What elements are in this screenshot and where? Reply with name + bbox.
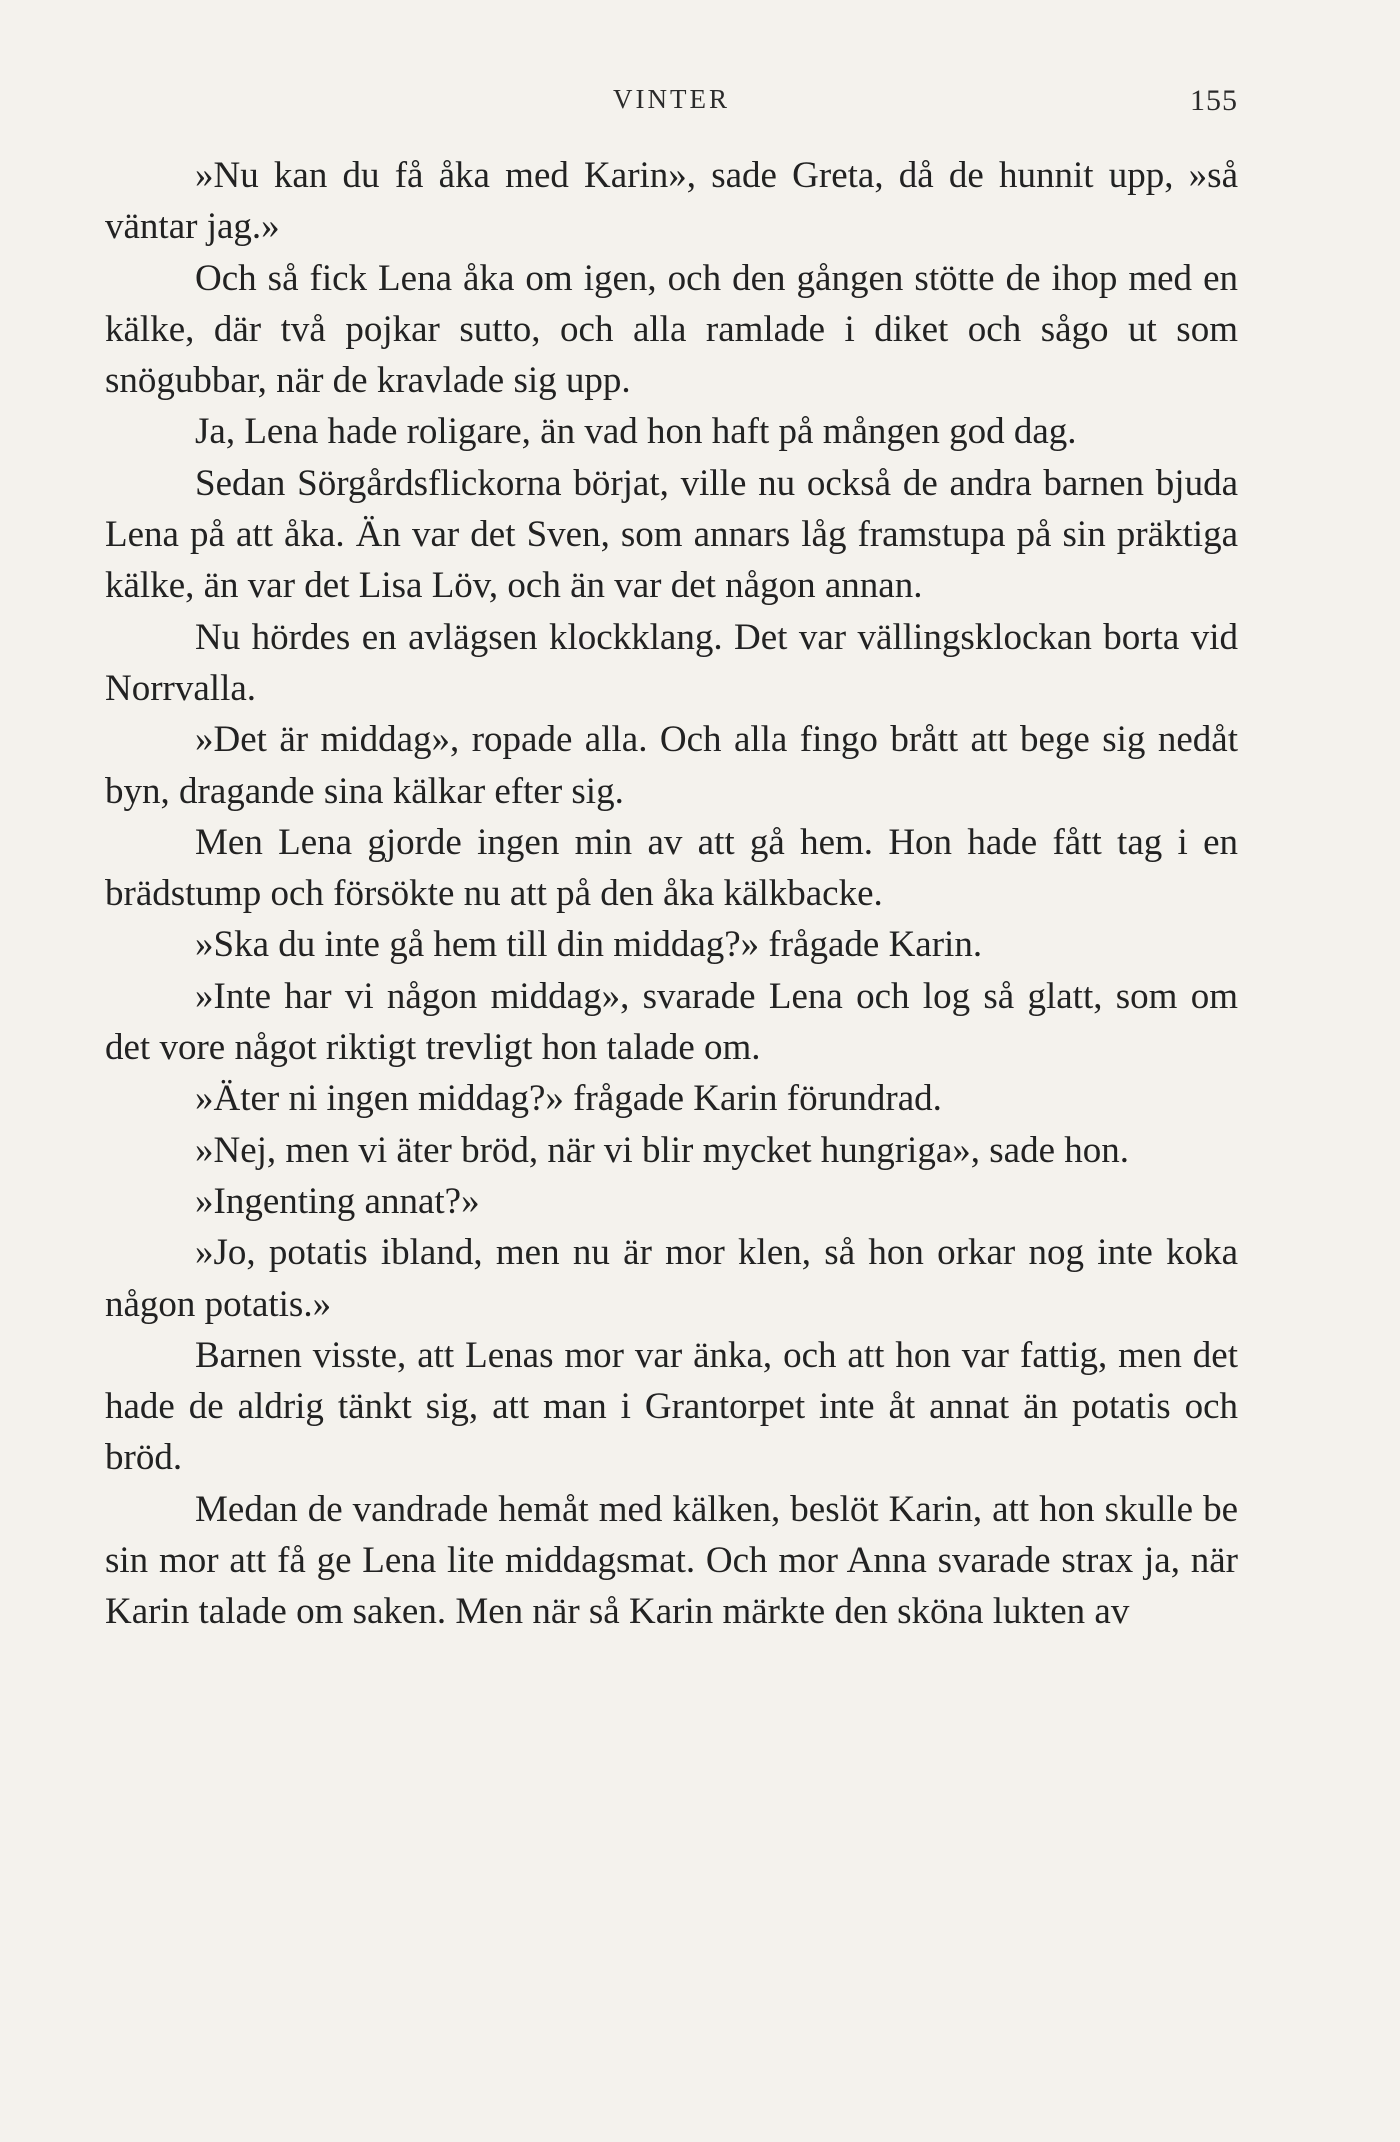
paragraph: »Äter ni ingen middag?» frågade Karin förundrad. — [195, 1078, 942, 1120]
page-number: 155 — [1190, 84, 1238, 117]
paragraph: Ja, Lena hade roligare, än vad hon haft på mången god dag. — [195, 411, 1077, 453]
paragraph: »Ingenting annat?» — [195, 1180, 480, 1222]
paragraph: Sedan Sörgårdsflickorna börjat, ville nu också de andra barnen bjuda Lena på att åka. Än var det Sven, som annars låg framstupa på sin präktiga kälke, än var det Lisa Löv, och än var det någon annan. — [105, 462, 1238, 607]
paragraph: »Nej, men vi äter bröd, när vi blir mycket hungriga», sade hon. — [195, 1129, 1129, 1171]
paragraph: »Nu kan du få åka med Karin», sade Greta, då de hunnit upp, »så väntar jag.» — [105, 155, 1238, 248]
paragraph: Och så fick Lena åka om igen, och den gången stötte de ihop med en kälke, där två pojkar sutto, och alla ramlade i diket och sågo ut som snögubbar, när de kravlade sig upp. — [105, 257, 1238, 402]
paragraph: Barnen visste, att Lenas mor var änka, och att hon var fattig, men det hade de aldrig tänkt sig, att man i Grantorpet inte åt annat än potatis och bröd. — [105, 1334, 1238, 1479]
paragraph: »Jo, potatis ibland, men nu är mor klen, så hon orkar nog inte koka någon potatis.» — [105, 1232, 1238, 1325]
paragraph: Nu hördes en avlägsen klockklang. Det var vällingsklockan borta vid Norrvalla. — [105, 616, 1238, 709]
paragraph: Men Lena gjorde ingen min av att gå hem. Hon hade fått tag i en brädstump och försökte nu att på den åka kälkbacke. — [105, 821, 1238, 915]
body-text — [105, 150, 1238, 1638]
paragraph: Medan de vandrade hemåt med kälken, beslöt Karin, att hon skulle be sin mor att få ge Lena lite middagsmat. Och mor Anna svarade strax ja, när Karin talade om saken. Men när så Karin märkte den sköna lukten av — [105, 1488, 1238, 1633]
page-header — [105, 84, 1238, 124]
paragraph: »Det är middag», ropade alla. Och alla fingo brått att bege sig nedåt byn, dragande sina kälkar efter sig. — [105, 719, 1238, 812]
running-head: VINTER — [613, 84, 730, 114]
paragraph: »Ska du inte gå hem till din middag?» frågade Karin. — [195, 924, 983, 966]
paragraph: »Inte har vi någon middag», svarade Lena och log så glatt, som om det vore något riktigt trevligt hon talade om. — [105, 975, 1238, 1069]
